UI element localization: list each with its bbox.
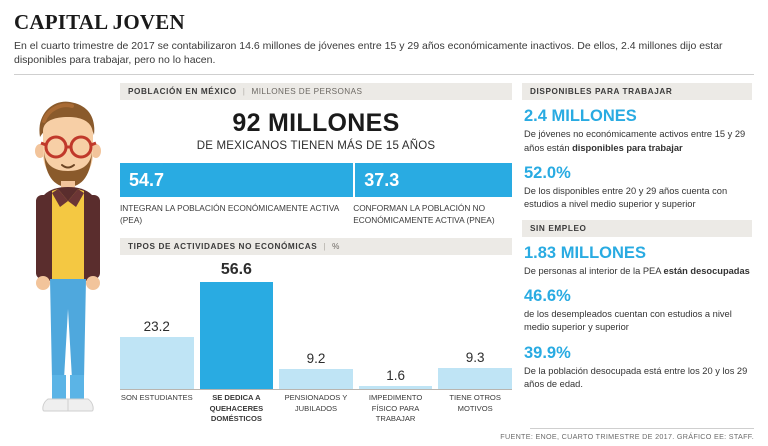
source-note: FUENTE: ENOE, CUARTO TRIMESTRE DE 2017. GRÁFICO EE: STAFF. <box>500 432 754 441</box>
bar-value: 1.6 <box>386 367 405 383</box>
page-title: CAPITAL JOVEN <box>14 10 185 34</box>
bar-rect <box>120 337 194 389</box>
population-split-labels <box>120 202 512 226</box>
unemployed-text-3: De la población desocupada está entre los 20 y los 29 años de edad. <box>524 365 748 389</box>
content-columns <box>14 83 754 423</box>
bar-group <box>120 261 512 390</box>
population-section-unit: MILLONES DE PERSONAS <box>251 87 363 97</box>
available-section-header <box>522 83 752 100</box>
bar-value: 23.2 <box>143 318 170 334</box>
population-split-bar <box>120 163 512 197</box>
available-section-label: DISPONIBLES PARA TRABAJAR <box>530 87 673 97</box>
unemployed-number-1: 1.83 MILLONES <box>524 244 646 263</box>
available-number-1: 2.4 MILLONES <box>524 107 637 126</box>
bar-rect <box>438 368 512 389</box>
bar-segment-pnea-label: CONFORMAN LA POBLACIÓN NO ECONÓMICAMENTE ACTIVA (PNEA) <box>353 203 495 226</box>
population-section <box>120 83 512 226</box>
unemployed-text-1-bold: están desocupadas <box>663 266 750 277</box>
activities-bar-chart <box>120 261 512 423</box>
bar-segment-pnea <box>353 163 512 197</box>
right-column <box>522 83 752 411</box>
page-subtitle: En el cuarto trimestre de 2017 se contabilizaron 14.6 millones de jóvenes entre 15 y 29 años económicamente inactivos. De ellos, 2.4 millones dijo estar disponibles para trabajar, pero no lo hacen. <box>14 40 723 67</box>
header-separator: | <box>242 87 246 97</box>
bar-rect <box>200 282 274 389</box>
bar-column <box>279 261 353 389</box>
bar-value: 56.6 <box>220 261 252 279</box>
bar-column <box>359 261 433 389</box>
available-number-2: 52.0% <box>524 163 571 182</box>
population-big-caption: DE MEXICANOS TIENEN MÁS DE 15 AÑOS <box>196 140 436 153</box>
bar-value: 9.3 <box>465 350 485 366</box>
available-text-1-bold: disponibles para trabajar <box>572 142 683 153</box>
unemployed-text-2: de los desempleados cuentan con estudios a nivel medio superior y superior <box>524 309 732 333</box>
bar-category-label: TIENE OTROS MOTIVOS <box>449 393 501 413</box>
unemployed-number-2: 46.6% <box>524 287 571 306</box>
available-text-2: De los disponibles entre 20 y 29 años cuenta con estudios a nivel medio superior y superior <box>524 185 728 209</box>
bar-column <box>438 261 512 389</box>
unemployed-text-1-lead: De personas al interior de la PEA <box>524 266 664 277</box>
available-text-1-lead: De jóvenes no económicamente activos entre 15 y 29 años están <box>524 129 746 153</box>
unemployed-block-2 <box>522 287 752 334</box>
unemployed-block-1 <box>522 237 752 278</box>
unemployed-block-3 <box>522 344 752 391</box>
bar-category-label: PENSIONADOS Y JUBILADOS <box>284 393 348 413</box>
bar-column <box>120 261 194 389</box>
bar-category-label: SE DEDICA A QUEHACERES DOMÉSTICOS <box>209 393 264 423</box>
population-section-label: POBLACIÓN EN MÉXICO <box>128 87 237 97</box>
bar-category-label: IMPEDIMENTO FÍSICO PARA TRABAJAR <box>368 393 423 423</box>
bar-segment-pea-value: 54.7 <box>129 169 165 190</box>
activities-section-label: TIPOS DE ACTIVIDADES NO ECONÓMICAS <box>128 242 318 252</box>
activities-section-unit: % <box>332 242 340 252</box>
population-big-number: 92 MILLONES <box>232 109 400 138</box>
unemployed-number-3: 39.9% <box>524 343 571 362</box>
unemployed-text-1 <box>524 265 750 278</box>
bar-segment-pnea-value: 37.3 <box>364 169 400 190</box>
bar-category-labels <box>120 393 512 424</box>
available-block-2 <box>522 164 752 211</box>
bar-rect <box>359 386 433 390</box>
population-section-header <box>120 83 512 100</box>
header-separator-2: | <box>323 242 327 252</box>
footer-divider <box>530 428 754 429</box>
bar-category-label: SON ESTUDIANTES <box>120 393 193 403</box>
available-block-1 <box>522 100 752 154</box>
young-man-illustration <box>14 91 122 431</box>
bar-segment-pea-label: INTEGRAN LA POBLACIÓN ECONÓMICAMENTE ACTIVA (PEA) <box>120 203 339 226</box>
bar-column <box>200 261 274 389</box>
left-column <box>14 83 512 423</box>
unemployed-section-header <box>522 220 752 237</box>
activities-section-header <box>120 238 512 255</box>
bar-segment-pea <box>120 163 353 197</box>
bar-value: 9.2 <box>306 350 326 366</box>
unemployed-section-label: SIN EMPLEO <box>530 224 587 234</box>
header-divider <box>14 74 754 75</box>
bar-rect <box>279 369 353 389</box>
available-text-1 <box>524 128 750 154</box>
